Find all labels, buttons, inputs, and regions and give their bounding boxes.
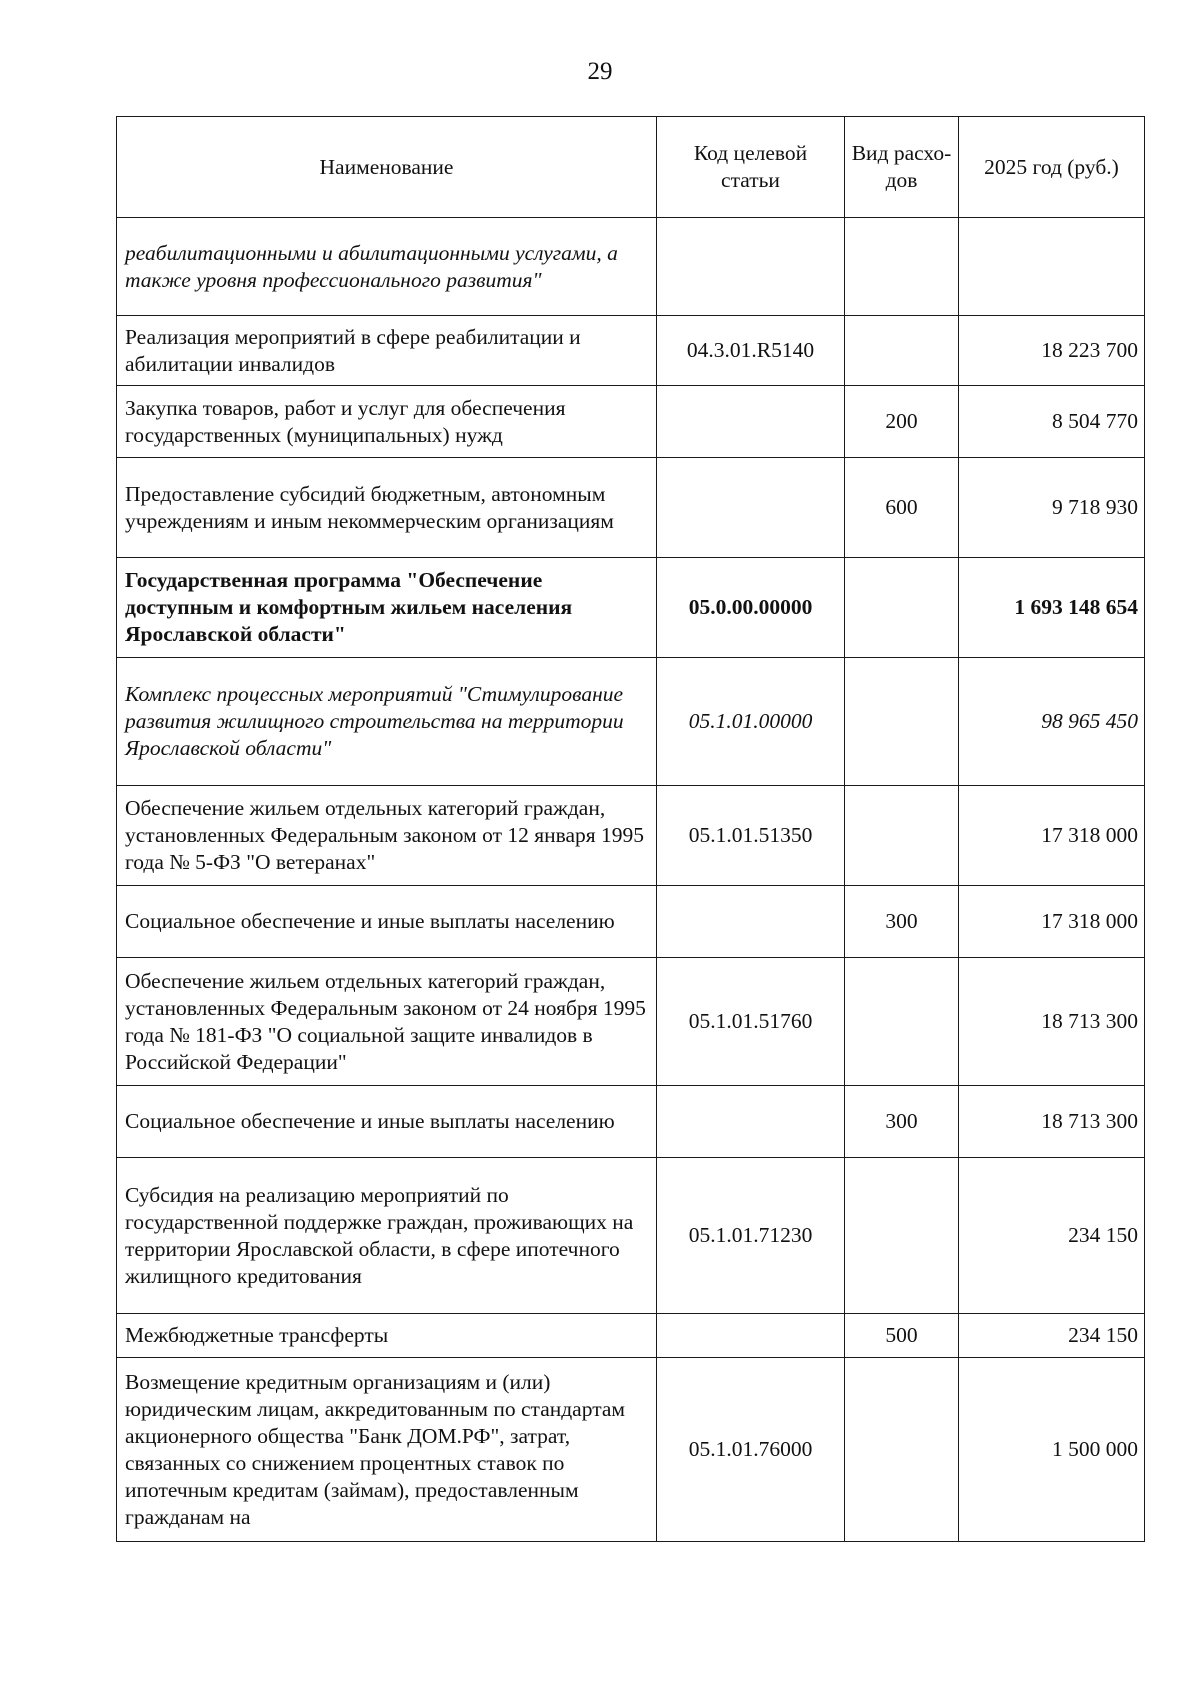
- header-type: Вид расхо-дов: [845, 117, 959, 218]
- table-row: [117, 886, 1145, 958]
- cell-code: [657, 458, 845, 558]
- cell-sum: [959, 218, 1145, 316]
- table-row: [117, 558, 1145, 658]
- cell-sum: 18 713 300: [959, 958, 1145, 1086]
- table-row: [117, 316, 1145, 386]
- cell-code: [657, 218, 845, 316]
- cell-type: 300: [845, 1086, 959, 1158]
- table-row: [117, 1314, 1145, 1358]
- table-row: [117, 218, 1145, 316]
- cell-name: Комплекс процессных мероприятий "Стимулирование развития жилищного строительства на территории Ярославской области": [117, 658, 657, 786]
- cell-name: Социальное обеспечение и иные выплаты населению: [117, 1086, 657, 1158]
- cell-sum: 1 500 000: [959, 1358, 1145, 1542]
- cell-type: 600: [845, 458, 959, 558]
- cell-type: [845, 558, 959, 658]
- table-row: [117, 1358, 1145, 1542]
- cell-code: [657, 1314, 845, 1358]
- cell-name: Субсидия на реализацию мероприятий по государственной поддержке граждан, проживающих на территории Ярославской области, в сфере ипотечного жилищного кредитования: [117, 1158, 657, 1314]
- cell-sum: 1 693 148 654: [959, 558, 1145, 658]
- cell-name: Реализация мероприятий в сфере реабилитации и абилитации инвалидов: [117, 316, 657, 386]
- cell-type: [845, 786, 959, 886]
- cell-code: 05.1.01.71230: [657, 1158, 845, 1314]
- cell-name: Предоставление субсидий бюджетным, автономным учреждениям и иным некоммерческим организациям: [117, 458, 657, 558]
- cell-name: Государственная программа "Обеспечение доступным и комфортным жильем населения Ярославской области": [117, 558, 657, 658]
- cell-code: 05.1.01.51760: [657, 958, 845, 1086]
- cell-type: [845, 958, 959, 1086]
- table-row: [117, 658, 1145, 786]
- cell-code: [657, 1086, 845, 1158]
- page-number: 29: [587, 58, 613, 85]
- cell-code: 05.1.01.00000: [657, 658, 845, 786]
- cell-sum: 98 965 450: [959, 658, 1145, 786]
- cell-sum: 18 713 300: [959, 1086, 1145, 1158]
- cell-code: [657, 886, 845, 958]
- cell-sum: 17 318 000: [959, 786, 1145, 886]
- cell-name: Обеспечение жильем отдельных категорий граждан, установленных Федеральным законом от 12 января 1995 года № 5-ФЗ "О ветеранах": [117, 786, 657, 886]
- cell-code: 04.3.01.R5140: [657, 316, 845, 386]
- cell-code: 05.0.00.00000: [657, 558, 845, 658]
- cell-name: Обеспечение жильем отдельных категорий граждан, установленных Федеральным законом от 24 ноября 1995 года № 181-ФЗ "О социальной защите инвалидов в Российской Федерации": [117, 958, 657, 1086]
- cell-name: Возмещение кредитным организациям и (или) юридическим лицам, аккредитованным по стандартам акционерного общества "Банк ДОМ.РФ", затрат, связанных со снижением процентных ставок по ипотечным кредитам (займам), предоставленным гражданам на: [117, 1358, 657, 1542]
- cell-type: 300: [845, 886, 959, 958]
- cell-type: [845, 1158, 959, 1314]
- cell-type: [845, 658, 959, 786]
- table-row: [117, 786, 1145, 886]
- cell-name: Социальное обеспечение и иные выплаты населению: [117, 886, 657, 958]
- cell-type: [845, 316, 959, 386]
- header-code: Код целевой статьи: [657, 117, 845, 218]
- table-header-row: [117, 117, 1145, 218]
- cell-name: реабилитационными и абилитационными услугами, а также уровня профессионального развития": [117, 218, 657, 316]
- table-row: [117, 1158, 1145, 1314]
- cell-sum: 8 504 770: [959, 386, 1145, 458]
- table-body: [117, 218, 1145, 1542]
- cell-type: 500: [845, 1314, 959, 1358]
- table-row: [117, 958, 1145, 1086]
- table-row: [117, 386, 1145, 458]
- cell-sum: 18 223 700: [959, 316, 1145, 386]
- cell-name: Межбюджетные трансферты: [117, 1314, 657, 1358]
- cell-sum: 9 718 930: [959, 458, 1145, 558]
- cell-type: [845, 1358, 959, 1542]
- cell-sum: 234 150: [959, 1158, 1145, 1314]
- cell-sum: 17 318 000: [959, 886, 1145, 958]
- cell-code: [657, 386, 845, 458]
- cell-type: 200: [845, 386, 959, 458]
- budget-table: [116, 116, 1145, 1542]
- header-name: Наименование: [117, 117, 657, 218]
- cell-code: 05.1.01.76000: [657, 1358, 845, 1542]
- cell-code: 05.1.01.51350: [657, 786, 845, 886]
- table-row: [117, 1086, 1145, 1158]
- cell-name: Закупка товаров, работ и услуг для обеспечения государственных (муниципальных) нужд: [117, 386, 657, 458]
- cell-type: [845, 218, 959, 316]
- table-row: [117, 458, 1145, 558]
- header-sum: 2025 год (руб.): [959, 117, 1145, 218]
- cell-sum: 234 150: [959, 1314, 1145, 1358]
